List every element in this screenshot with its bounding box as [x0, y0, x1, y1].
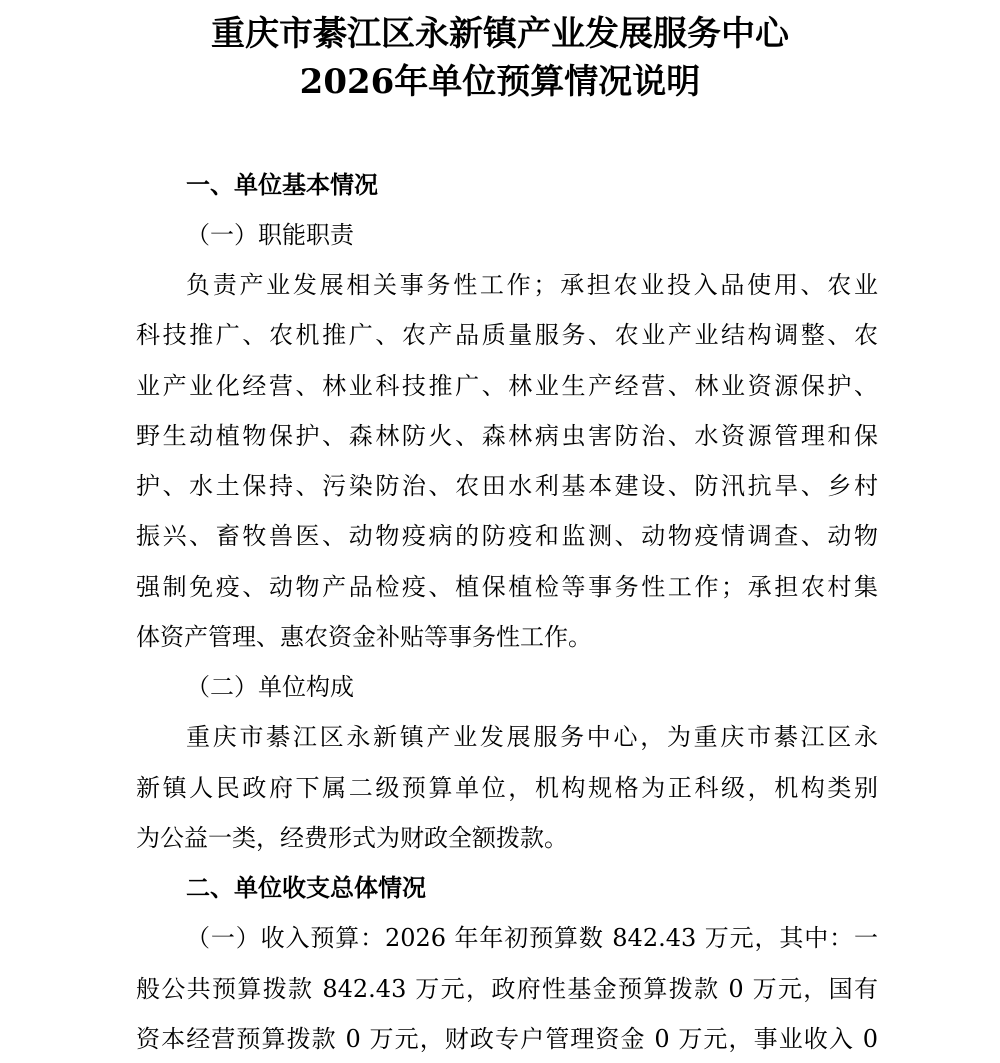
title-line-2: 2026年单位预算情况说明 [299, 62, 701, 102]
paragraph-line: 野生动植物保护、森林防火、森林病虫害防治、水资源管理和保 [136, 421, 878, 450]
composition-paragraph [136, 712, 878, 863]
paragraph-line: 负责产业发展相关事务性工作；承担农业投入品使用、农业 [186, 271, 878, 299]
paragraph-line: 科技推广、农机推广、农产品质量服务、农业产业结构调整、农 [136, 321, 878, 350]
document-title [0, 10, 1000, 106]
paragraph-line: 业产业化经营、林业科技推广、林业生产经营、林业资源保护、 [136, 371, 878, 400]
paragraph-line: 为公益一类，经费形式为财政全额拨款。 [136, 823, 568, 852]
duties-paragraph [136, 260, 878, 662]
paragraph-line: 强制免疫、动物产品检疫、植保植检等事务性工作；承担农村集 [136, 572, 878, 601]
paragraph-line: 般公共预算拨款 842.43 万元，政府性基金预算拨款 0 万元，国有 [136, 974, 878, 1003]
title-line-1: 重庆市綦江区永新镇产业发展服务中心 [211, 14, 789, 54]
section-1-sub-2-heading: （二）单位构成 [186, 673, 354, 702]
paragraph-line: 新镇人民政府下属二级预算单位，机构规格为正科级，机构类别 [136, 773, 878, 802]
section-1-heading: 一、单位基本情况 [186, 171, 378, 199]
paragraph-line: 资本经营预算拨款 0 万元，财政专户管理资金 0 万元，事业收入 0 [136, 1024, 878, 1053]
paragraph-line: （一）收入预算：2026 年年初预算数 842.43 万元，其中：一 [186, 924, 878, 953]
paragraph-line: 振兴、畜牧兽医、动物疫病的防疫和监测、动物疫情调查、动物 [136, 522, 878, 551]
document-body [136, 160, 878, 1063]
section-2-heading: 二、单位收支总体情况 [186, 874, 426, 903]
paragraph-line: 重庆市綦江区永新镇产业发展服务中心，为重庆市綦江区永 [186, 723, 878, 752]
paragraph-line: 体资产管理、惠农资金补贴等事务性工作。 [136, 623, 592, 652]
income-budget-paragraph [136, 913, 878, 1063]
section-1-sub-1-heading: （一）职能职责 [186, 221, 354, 249]
paragraph-line: 护、水土保持、污染防治、农田水利基本建设、防汛抗旱、乡村 [136, 472, 878, 501]
